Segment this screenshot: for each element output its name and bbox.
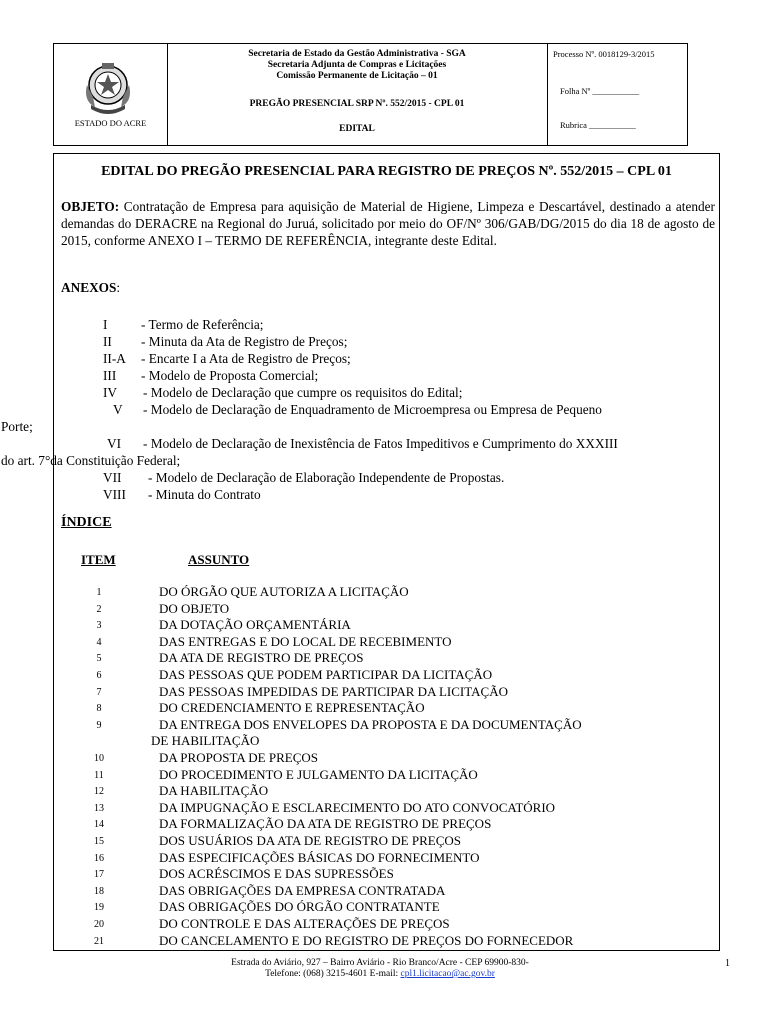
page-footer: [60, 958, 700, 980]
indice-item-subject: DAS PESSOAS IMPEDIDAS DE PARTICIPAR DA LICITAÇÃO: [159, 683, 509, 699]
anexo-number: III: [103, 368, 117, 383]
indice-row: [54, 816, 719, 832]
indice-item-subject: DA ATA DE REGISTRO DE PREÇOS: [159, 650, 364, 666]
anexo-number: IV: [103, 385, 118, 400]
main-content-box: [1, 153, 720, 951]
indice-item-number: 3: [96, 620, 102, 632]
header-secretaria-adjunta: Secretaria Adjunta de Compras e Licitações: [267, 60, 447, 70]
header-secretaria: Secretaria de Estado da Gestão Administrativa - SGA: [248, 49, 466, 59]
anexo-text-continuation: Porte;: [1, 419, 33, 434]
anexo-text: - Modelo de Declaração de Inexistência de Fatos Impeditivos e Cumprimento do XXXIII: [143, 436, 618, 451]
indice-item-number: 5: [96, 653, 102, 665]
anexo-text: - Encarte I a Ata de Registro de Preços;: [141, 351, 351, 366]
footer-contact: [60, 969, 700, 980]
anexo-text: - Modelo de Proposta Comercial;: [141, 368, 319, 383]
indice-row: [54, 833, 719, 849]
indice-item-number: 7: [96, 686, 102, 698]
indice-row: [54, 767, 719, 783]
indice-item-number: 14: [94, 819, 104, 831]
objeto-label: OBJETO:: [61, 199, 120, 214]
anexos-label: ANEXOS: [61, 280, 117, 295]
indice-item-number: 15: [94, 836, 104, 847]
indice-item-number: 18: [94, 885, 104, 897]
anexo-number: VII: [103, 470, 122, 485]
anexos-colon: :: [116, 280, 121, 295]
indice-item-number: 2: [96, 603, 102, 615]
indice-item-number: 21: [94, 935, 104, 947]
indice-item-subject: DAS OBRIGAÇÕES DO ÓRGÃO CONTRATANTE: [159, 899, 440, 915]
anexo-number: V: [113, 402, 123, 417]
indice-item-number: 1: [96, 587, 102, 598]
anexo-number: II-A: [103, 351, 126, 366]
anexo-text: - Minuta da Ata de Registro de Preços;: [141, 334, 348, 349]
anexo-number: II: [103, 334, 112, 349]
indice-item-number: 19: [94, 902, 104, 914]
indice-row: [54, 634, 719, 650]
anexo-text: - Modelo de Declaração que cumpre os requisitos do Edital;: [143, 385, 463, 400]
indice-row: [54, 584, 719, 600]
indice-row: [54, 667, 719, 683]
indice-item-number: 8: [96, 703, 102, 715]
folha-field: Folha Nº ___________: [560, 86, 640, 96]
indice-item-subject: DAS ENTREGAS E DO LOCAL DE RECEBIMENTO: [159, 633, 452, 649]
indice-item-number: 17: [94, 869, 104, 881]
anexo-text: - Termo de Referência;: [141, 317, 264, 332]
indice-item-number: 9: [96, 719, 102, 731]
footer-email-link[interactable]: cpl1.licitacao@ac.gov.br: [400, 969, 495, 979]
indice-row: [54, 700, 719, 716]
indice-item-subject: DA HABILITAÇÃO: [159, 783, 269, 799]
indice-item-subject: DE HABILITAÇÃO: [151, 733, 260, 749]
indice-heading: ÍNDICE: [61, 515, 112, 530]
indice-row: [54, 601, 719, 617]
indice-row: [54, 750, 719, 766]
anexo-text: - Modelo de Declaração de Enquadramento de Microempresa ou Empresa de Pequeno: [143, 402, 602, 417]
anexo-number: VI: [107, 436, 122, 451]
indice-col-item: ITEM: [81, 552, 116, 567]
indice-item-subject: DA IMPUGNAÇÃO E ESCLARECIMENTO DO ATO CONVOCATÓRIO: [159, 799, 556, 815]
header-pregao: PREGÃO PRESENCIAL SRP Nº. 552/2015 - CPL 01: [249, 99, 465, 109]
anexo-text: - Minuta do Contrato: [148, 487, 261, 502]
indice-item-subject: DA DOTAÇÃO ORÇAMENTÁRIA: [159, 617, 351, 633]
indice-item-subject: DO OBJETO: [159, 600, 230, 616]
anexo-text-continuation: do art. 7°da Constituição Federal;: [1, 453, 181, 468]
indice-item-subject: DO CANCELAMENTO E DO REGISTRO DE PREÇOS DO FORNECEDOR: [159, 932, 574, 948]
indice-row: [54, 899, 719, 915]
indice-item-number: 12: [94, 786, 104, 798]
footer-address: Estrada do Aviário, 927 – Bairro Aviário - Rio Branco/Acre - CEP 69900-830-: [231, 958, 529, 968]
indice-row: [54, 866, 719, 882]
indice-row: [54, 684, 719, 700]
indice-item-subject: DO ÓRGÃO QUE AUTORIZA A LICITAÇÃO: [159, 584, 409, 599]
indice-row: [54, 650, 719, 666]
indice-row: [54, 733, 719, 749]
indice-item-number: 6: [96, 670, 102, 681]
indice-item-subject: DA PROPOSTA DE PREÇOS: [159, 750, 318, 765]
indice-row: [54, 783, 719, 799]
anexo-number: VIII: [103, 487, 126, 502]
rubrica-field: Rubrica ___________: [560, 120, 636, 130]
indice-item-subject: DAS PESSOAS QUE PODEM PARTICIPAR DA LICITAÇÃO: [159, 667, 493, 682]
page-title: EDITAL DO PREGÃO PRESENCIAL PARA REGISTRO DE PREÇOS Nº. 552/2015 – CPL 01: [101, 164, 672, 179]
footer-phone: Telefone: (068) 3215-4601 E-mail:: [265, 969, 401, 979]
page-number: 1: [725, 958, 730, 969]
indice-item-subject: DA FORMALIZAÇÃO DA ATA DE REGISTRO DE PREÇOS: [159, 816, 492, 832]
header-edital: EDITAL: [339, 124, 375, 134]
indice-col-assunto: ASSUNTO: [188, 552, 250, 567]
anexo-number: I: [103, 317, 108, 332]
header-logo-cell: [54, 44, 168, 145]
objeto-text: Contratação de Empresa para aquisição de Material de Higiene, Limpeza e Descartável, destinado a atender demandas do DERACRE na Regional do Juruá, solicitado por meio do OF/Nº 306/GAB/DG/2015 do dia 18 de agosto de 2015, conforme ANEXO I – TERMO DE REFERÊNCIA, integrante deste Edital.: [61, 199, 715, 248]
indice-row: [54, 800, 719, 816]
indice-item-subject: DO CONTROLE E DAS ALTERAÇÕES DE PREÇOS: [159, 916, 450, 931]
process-number: Processo Nº. 0018129-3/2015: [553, 49, 655, 59]
header-state-label: ESTADO DO ACRE: [74, 118, 147, 128]
indice-item-number: 20: [94, 919, 104, 930]
indice-item-number: 16: [94, 852, 104, 864]
header-title-block: [167, 49, 547, 135]
indice-item-number: 4: [96, 636, 102, 648]
indice-item-subject: DAS OBRIGAÇÕES DA EMPRESA CONTRATADA: [159, 882, 446, 898]
document-header: [53, 43, 688, 146]
indice-item-number: 10: [94, 753, 104, 764]
indice-row: [54, 850, 719, 866]
indice-item-subject: DOS USUÁRIOS DA ATA DE REGISTRO DE PREÇOS: [159, 833, 461, 848]
header-comissao: Comissão Permanente de Licitação – 01: [276, 71, 438, 81]
indice-row: [54, 617, 719, 633]
indice-row: [54, 717, 719, 733]
anexo-text: - Modelo de Declaração de Elaboração Independente de Propostas.: [148, 470, 505, 485]
anexos-heading: [61, 280, 120, 296]
header-process-cell: [547, 44, 688, 145]
indice-item-subject: DAS ESPECIFICAÇÕES BÁSICAS DO FORNECIMENTO: [159, 849, 480, 865]
objeto-paragraph: [61, 198, 715, 249]
indice-row: [54, 883, 719, 899]
indice-item-subject: DA ENTREGA DOS ENVELOPES DA PROPOSTA E DA DOCUMENTAÇÃO: [159, 716, 582, 732]
indice-row: [54, 916, 719, 932]
indice-item-subject: DO CREDENCIAMENTO E REPRESENTAÇÃO: [159, 700, 425, 716]
indice-item-number: 11: [94, 769, 104, 781]
indice-item-subject: DO PROCEDIMENTO E JULGAMENTO DA LICITAÇÃO: [159, 766, 478, 782]
indice-row: [54, 933, 719, 949]
indice-item-number: 13: [94, 802, 104, 814]
indice-item-subject: DOS ACRÉSCIMOS E DAS SUPRESSÕES: [159, 866, 394, 882]
